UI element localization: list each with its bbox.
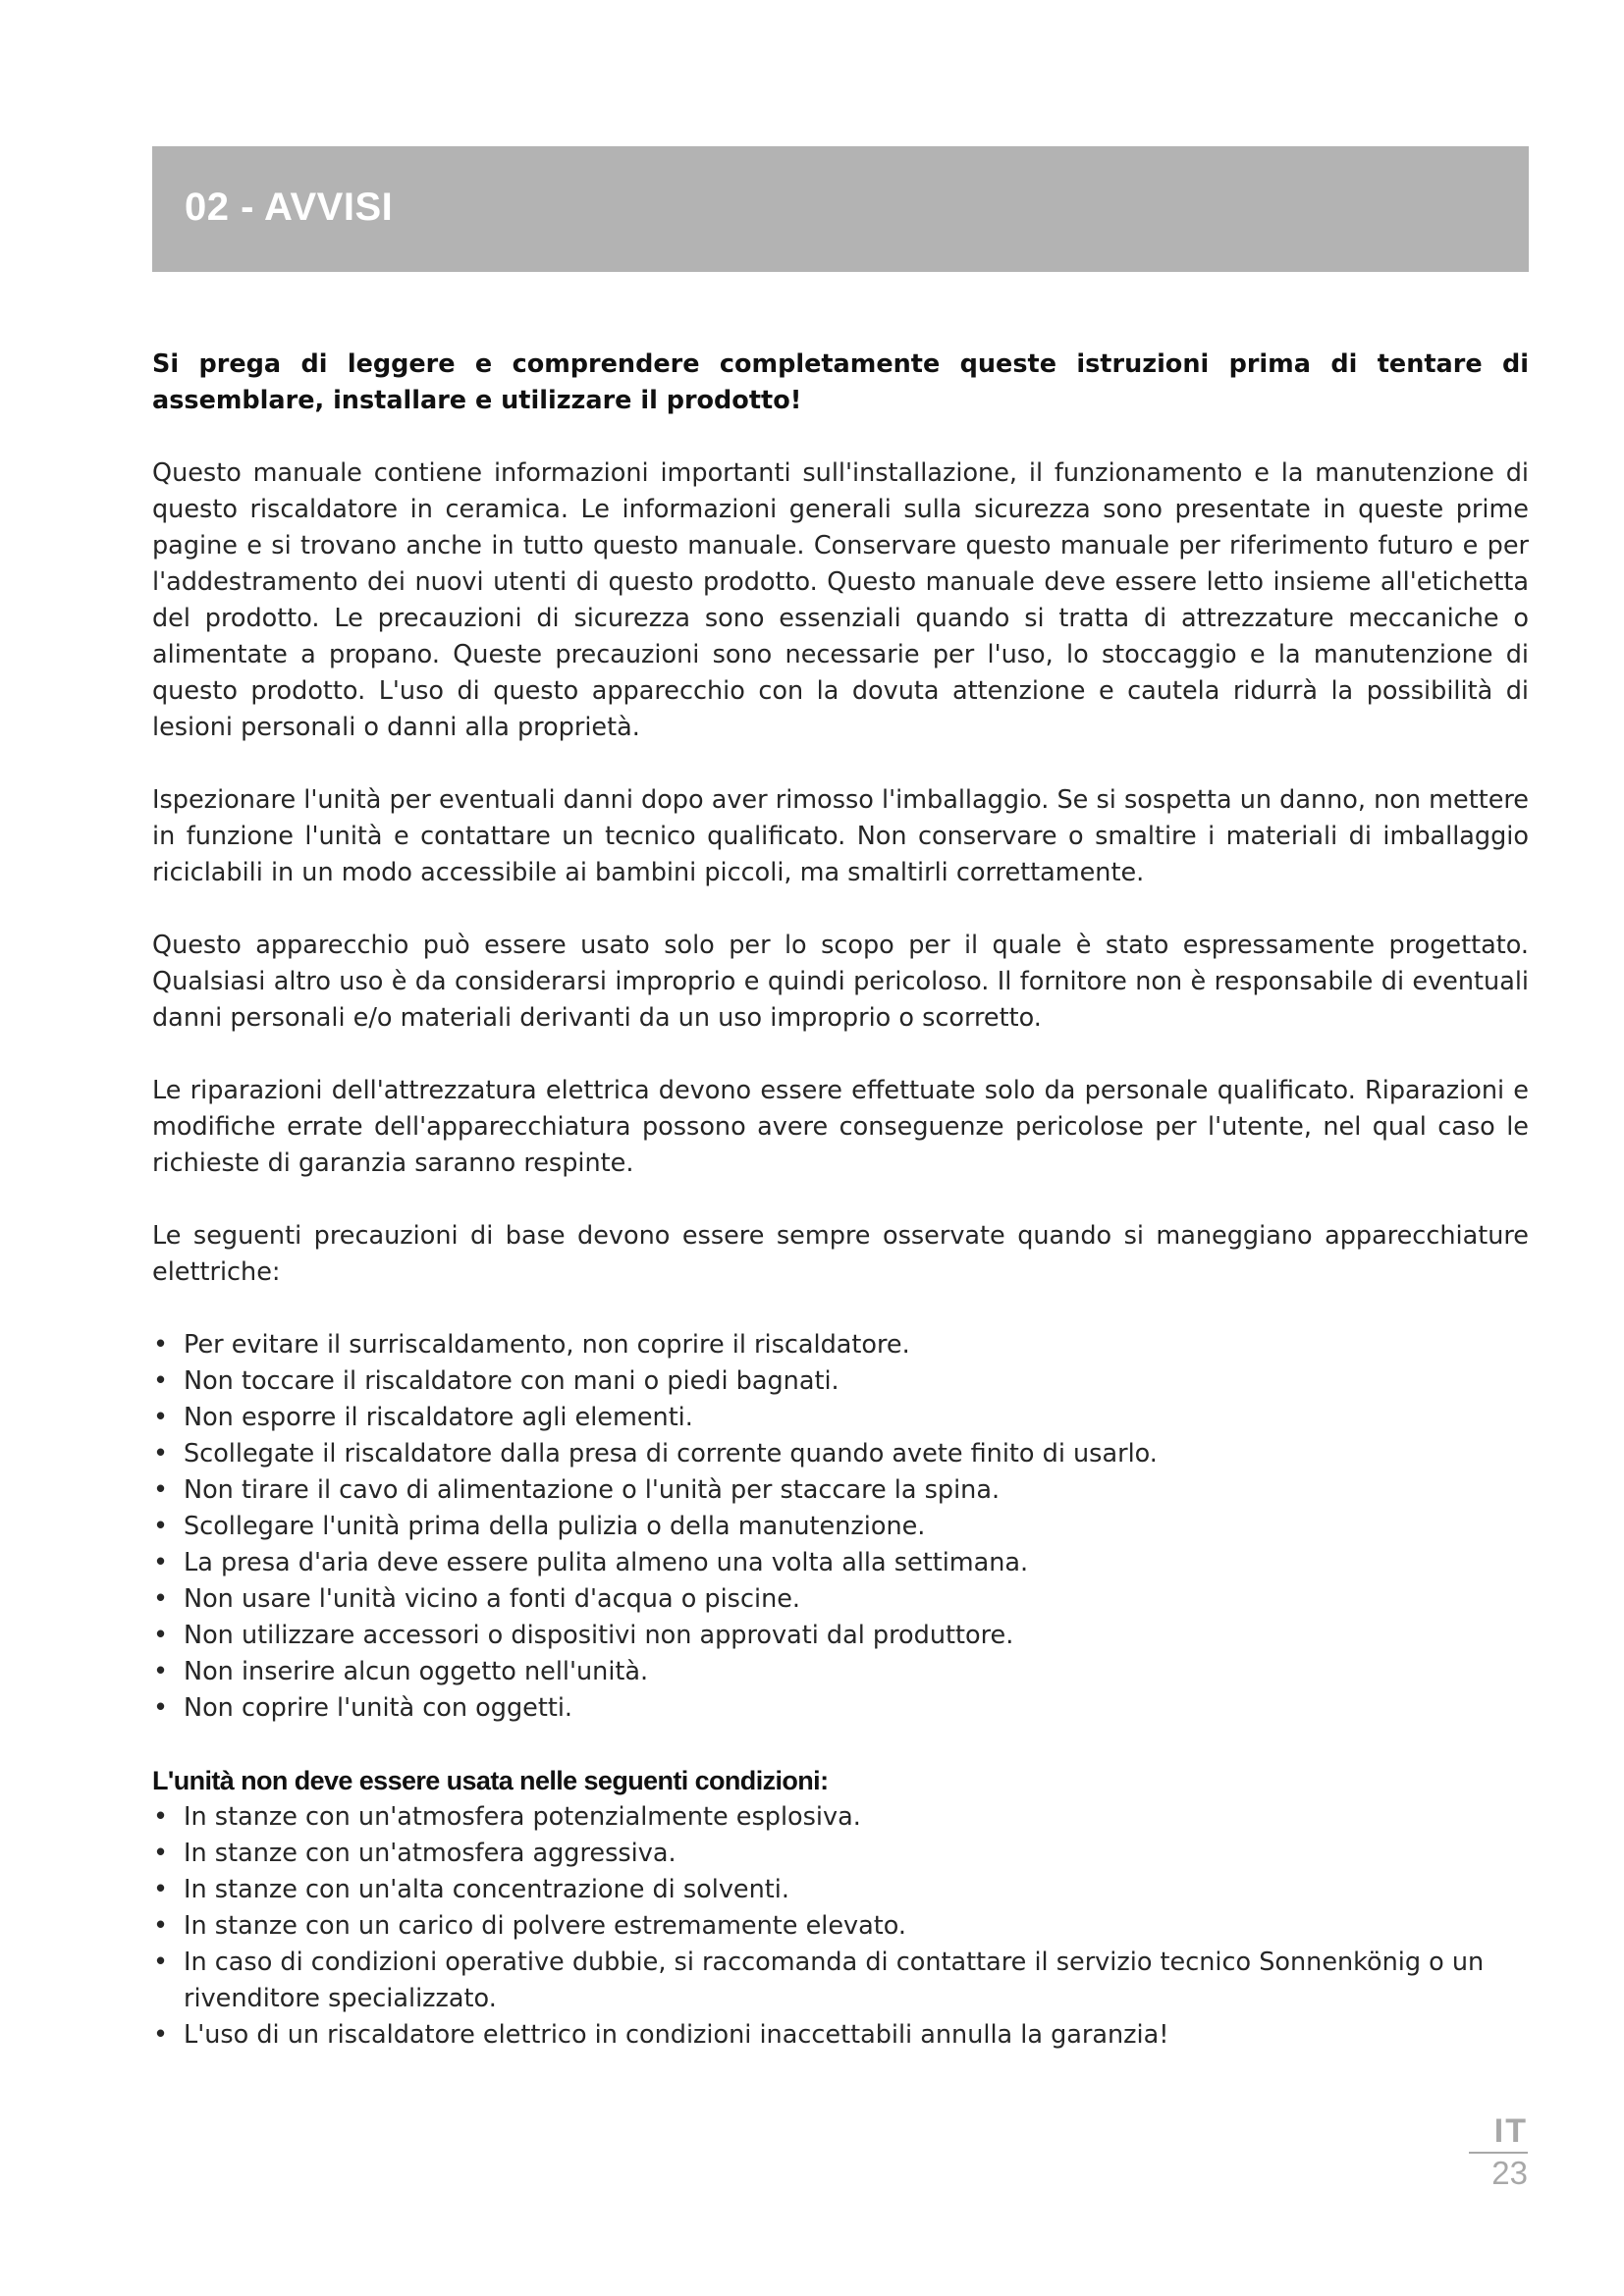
paragraph-inspection: Ispezionare l'unità per eventuali danni dopo aver rimosso l'imballaggio. Se si sospetta un danno, non mettere in funzione l'unità e contattare un tecnico qualificato. Non conservare o smaltire i materiali di imballaggio riciclabili in un modo accessibile ai bambini piccoli, ma smaltirli correttamente. <box>152 785 1529 887</box>
list-item: • Scollegate il riscaldatore dalla presa di corrente quando avete finito di usarlo. <box>152 1436 1529 1472</box>
page-number: 23 <box>1491 2155 1528 2191</box>
bullet-icon: • <box>153 1621 169 1650</box>
list-item: • In stanze con un'alta concentrazione di solventi. <box>152 1872 1529 1908</box>
bullet-icon: • <box>153 1948 169 1977</box>
bullet-icon: • <box>153 1330 169 1360</box>
intro-warning: Si prega di leggere e comprendere completamente queste istruzioni prima di tentare di assemblare, installare e utilizzare il prodotto! <box>152 349 1529 415</box>
list-item: • Non tirare il cavo di alimentazione o l'unità per staccare la spina. <box>152 1472 1529 1509</box>
bullet-icon: • <box>153 1802 169 1832</box>
bullet-icon: • <box>153 1366 169 1396</box>
bullet-icon: • <box>153 1657 169 1686</box>
paragraph-intended-use: Questo apparecchio può essere usato solo per lo scopo per il quale è stato espressamente progettato. Qualsiasi altro uso è da considerarsi improprio e quindi pericoloso. Il fornitore non è responsabile di eventuali danni personali e/o materiali derivanti da un uso improprio o scorretto. <box>152 931 1529 1033</box>
bullet-icon: • <box>153 1584 169 1614</box>
list-item: • In stanze con un carico di polvere estremamente elevato. <box>152 1908 1529 1945</box>
list-item: • Non inserire alcun oggetto nell'unità. <box>152 1654 1529 1690</box>
bullet-icon: • <box>153 1911 169 1941</box>
list-item: • In stanze con un'atmosfera aggressiva. <box>152 1836 1529 1872</box>
list-item: • Non coprire l'unità con oggetti. <box>152 1690 1529 1727</box>
list-item: • L'uso di un riscaldatore elettrico in condizioni inaccettabili annulla la garanzia! <box>152 2017 1529 2054</box>
bullet-icon: • <box>153 1512 169 1541</box>
bullet-icon: • <box>153 1875 169 1904</box>
language-code: IT <box>1469 2112 1528 2154</box>
page-footer <box>1469 2112 1528 2193</box>
bullet-icon: • <box>153 1403 169 1432</box>
list-item: • La presa d'aria deve essere pulita almeno una volta alla settimana. <box>152 1545 1529 1581</box>
list-item: • In caso di condizioni operative dubbie, si raccomanda di contattare il servizio tecnico Sonnenkönig o un rivenditore specializzato. <box>152 1945 1529 2017</box>
document-body <box>152 347 1529 2054</box>
list-item: • In stanze con un'atmosfera potenzialmente esplosiva. <box>152 1799 1529 1836</box>
paragraph-manual-info: Questo manuale contiene informazioni importanti sull'installazione, il funzionamento e la manutenzione di questo riscaldatore in ceramica. Le informazioni generali sulla sicurezza sono presentate in queste prime pagine e si trovano anche in tutto questo manuale. Conservare questo manuale per riferimento futuro e per l'addestramento dei nuovi utenti di questo prodotto. Questo manuale deve essere letto insieme all'etichetta del prodotto. Le precauzioni di sicurezza sono essenziali quando si tratta di attrezzature meccaniche o alimentate a propano. Queste precauzioni sono necessarie per l'uso, lo stoccaggio e la manutenzione di questo prodotto. L'uso di questo apparecchio con la dovuta attenzione e cautela ridurrà la possibilità di lesioni personali o danni alla proprietà. <box>152 458 1529 742</box>
list-item: • Scollegare l'unità prima della pulizia o della manutenzione. <box>152 1509 1529 1545</box>
list-item: • Non esporre il riscaldatore agli elementi. <box>152 1400 1529 1436</box>
conditions-list <box>152 1799 1529 2054</box>
section-title: 02 - AVVISI <box>185 186 394 229</box>
paragraph-basic-precautions: Le seguenti precauzioni di base devono essere sempre osservate quando si maneggiano apparecchiature elettriche: <box>152 1221 1529 1287</box>
bullet-icon: • <box>153 1839 169 1868</box>
section-header-band <box>152 146 1529 272</box>
bullet-icon: • <box>153 1475 169 1505</box>
bullet-icon: • <box>153 1693 169 1723</box>
bullet-icon: • <box>153 1548 169 1577</box>
conditions-heading: L'unità non deve essere usata nelle seguenti condizioni: <box>152 1766 829 1795</box>
list-item: • Non utilizzare accessori o dispositivi non approvati dal produttore. <box>152 1618 1529 1654</box>
precautions-list <box>152 1327 1529 1727</box>
list-item: • Non usare l'unità vicino a fonti d'acqua o piscine. <box>152 1581 1529 1618</box>
list-item: • Non toccare il riscaldatore con mani o piedi bagnati. <box>152 1363 1529 1400</box>
bullet-icon: • <box>153 2020 169 2050</box>
list-item: • Per evitare il surriscaldamento, non coprire il riscaldatore. <box>152 1327 1529 1363</box>
bullet-icon: • <box>153 1439 169 1468</box>
paragraph-repairs: Le riparazioni dell'attrezzatura elettrica devono essere effettuate solo da personale qualificato. Riparazioni e modifiche errate dell'apparecchiatura possono avere conseguenze pericolose per l'utente, nel qual caso le richieste di garanzia saranno respinte. <box>152 1076 1529 1178</box>
